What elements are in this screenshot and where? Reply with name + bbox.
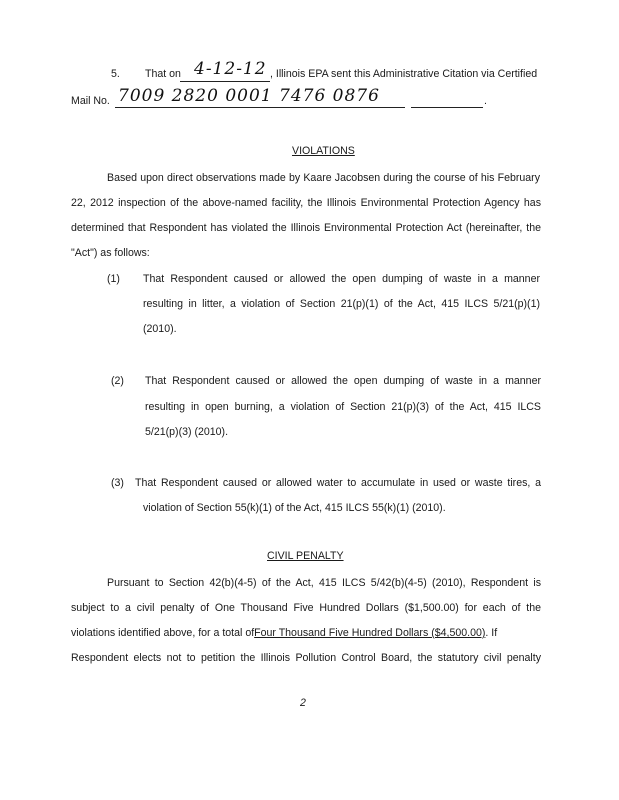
mail-label: Mail No.	[71, 95, 110, 107]
violation-1-number: (1)	[107, 273, 120, 285]
item5-text-before-date: That on	[145, 68, 181, 80]
violation-1-line-2: resulting in litter, a violation of Section 21(p)(1) of the Act, 415 ILCS 5/21(p)(1)	[143, 298, 540, 310]
violation-2-line-3: 5/21(p)(3) (2010).	[145, 426, 229, 438]
violations-intro-line-3: determined that Respondent has violated the Illinois Environmental Protection Act (hereinafter, the	[71, 222, 541, 234]
handwritten-date: 4-12-12	[194, 59, 267, 79]
item5-number: 5.	[111, 68, 120, 80]
violations-intro-line-1: Based upon direct observations made by Kaare Jacobsen during the course of his February	[107, 172, 540, 184]
item5-text-after-date: , Illinois EPA sent this Administrative Citation via Certified	[270, 68, 538, 80]
civil-penalty-line-1: Pursuant to Section 42(b)(4-5) of the Act, 415 ILCS 5/42(b)(4-5) (2010), Respondent is	[107, 577, 541, 589]
mail-number-blank-line	[115, 107, 405, 108]
violation-3-number: (3)	[111, 477, 124, 489]
violation-2-number: (2)	[111, 375, 124, 387]
violation-2-line-2: resulting in open burning, a violation of Section 21(p)(3) of the Act, 415 ILCS	[145, 401, 541, 413]
violation-1-line-3: (2010).	[143, 323, 177, 335]
civil-penalty-line-2: subject to a civil penalty of One Thousand Five Hundred Dollars ($1,500.00) for each of the	[71, 602, 541, 614]
civil-penalty-line-3-after: . If	[485, 627, 498, 639]
violation-3-line-1: That Respondent caused or allowed water to accumulate in used or waste tires, a	[135, 477, 541, 489]
civil-penalty-line-3	[71, 626, 541, 640]
page-number: 2	[300, 697, 306, 709]
violation-3-line-2: violation of Section 55(k)(1) of the Act, 415 ILCS 55(k)(1) (2010).	[143, 502, 446, 514]
civil-penalty-total-amount: Four Thousand Five Hundred Dollars ($4,500.00)	[254, 627, 486, 639]
mail-period: .	[484, 95, 487, 107]
violations-intro-line-2: 22, 2012 inspection of the above-named facility, the Illinois Environmental Protection Agency has	[71, 197, 541, 209]
civil-penalty-heading: CIVIL PENALTY	[267, 550, 344, 562]
date-blank-line	[180, 81, 270, 82]
mail-number-blank-line-tail	[411, 107, 483, 108]
civil-penalty-line-4: Respondent elects not to petition the Illinois Pollution Control Board, the statutory civil penalty	[71, 652, 541, 664]
handwritten-mail-number: 7009 2820 0001 7476 0876	[118, 86, 380, 106]
violation-1-line-1: That Respondent caused or allowed the open dumping of waste in a manner	[143, 273, 540, 285]
violations-intro-line-4: "Act") as follows:	[71, 247, 150, 259]
civil-penalty-line-3-before: violations identified above, for a total of	[71, 627, 255, 639]
violation-2-line-1: That Respondent caused or allowed the open dumping of waste in a manner	[145, 375, 541, 387]
violations-heading: VIOLATIONS	[292, 145, 355, 157]
